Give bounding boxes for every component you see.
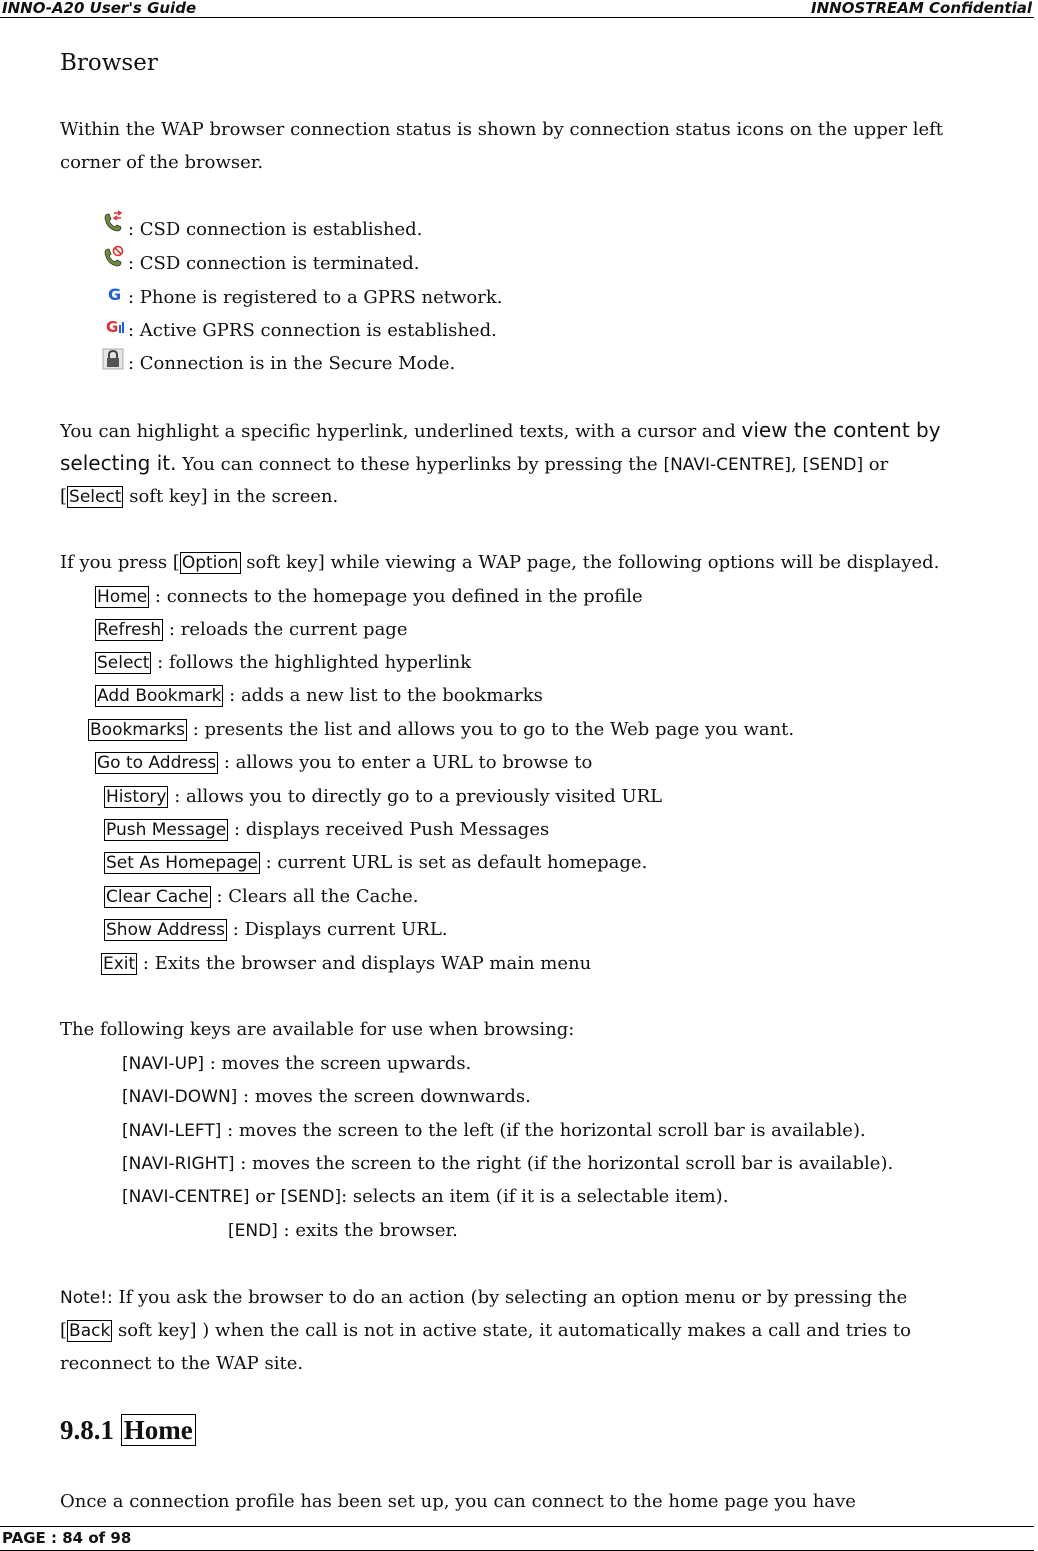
key-navi-down: [NAVI-DOWN] : moves the screen downwards. bbox=[122, 1086, 531, 1107]
gprs-active-icon bbox=[104, 316, 126, 338]
page-footer bbox=[0, 1526, 1034, 1551]
section-title: Browser bbox=[60, 50, 158, 76]
option-item-refresh: Refresh : reloads the current page bbox=[97, 619, 408, 640]
option-item-history: History : allows you to directly go to a previously visited URL bbox=[106, 786, 663, 807]
hyperlink-line-3: [ Select soft key] in the screen. bbox=[60, 486, 339, 507]
csd-terminated-icon bbox=[102, 245, 124, 267]
key-navi-centre: [NAVI-CENTRE] or [SEND]: selects an item (if it is a selectable item). bbox=[122, 1186, 729, 1207]
page-number: PAGE : 84 of 98 bbox=[2, 1529, 132, 1547]
note-line-1: Note!: If you ask the browser to do an action (by selecting an option menu or by pressing the bbox=[60, 1287, 908, 1308]
secure-lock-icon bbox=[102, 348, 124, 370]
header-left: INNO-A20 User's Guide bbox=[2, 0, 197, 17]
home-paragraph: Once a connection profile has been set up, you can connect to the home page you have bbox=[60, 1491, 856, 1512]
status-line-3: : Phone is registered to a GPRS network. bbox=[128, 287, 503, 308]
intro-line-2: corner of the browser. bbox=[60, 152, 264, 173]
option-item-home: Home : connects to the homepage you defined in the profile bbox=[97, 586, 643, 607]
hyperlink-line-2: selecting it. You can connect to these hyperlinks by pressing the [NAVI-CENTRE], [SEND] or bbox=[60, 451, 889, 475]
subsection-heading: 9.8.1 Home bbox=[60, 1412, 196, 1448]
gprs-registered-icon bbox=[104, 283, 126, 305]
back-softkey-label: Back bbox=[69, 1321, 111, 1341]
option-intro: If you press [ Option soft key] while viewing a WAP page, the following options will be displayed. bbox=[60, 552, 940, 573]
status-line-1: : CSD connection is established. bbox=[128, 219, 423, 240]
option-item-bookmarks: Bookmarks : presents the list and allows you to go to the Web page you want. bbox=[90, 719, 795, 740]
intro-line-1: Within the WAP browser connection status is shown by connection status icons on the upper left bbox=[60, 119, 944, 140]
option-item-set-as-homepage: Set As Homepage : current URL is set as default homepage. bbox=[106, 852, 648, 873]
option-item-select: Select : follows the highlighted hyperlink bbox=[97, 652, 472, 673]
select-softkey-label: Select bbox=[69, 487, 122, 507]
key-end: [END] : exits the browser. bbox=[228, 1220, 458, 1241]
keys-intro: The following keys are available for use when browsing: bbox=[60, 1019, 575, 1040]
option-item-push-message: Push Message : displays received Push Messages bbox=[106, 819, 550, 840]
note-line-3: reconnect to the WAP site. bbox=[60, 1353, 304, 1374]
note-line-2: [ Back soft key] ) when the call is not in active state, it automatically makes a call and tries to bbox=[60, 1320, 911, 1341]
option-item-clear-cache: Clear Cache : Clears all the Cache. bbox=[106, 886, 419, 907]
page-header bbox=[0, 0, 1034, 18]
svg-text:G: G bbox=[106, 318, 119, 336]
csd-connected-icon bbox=[102, 210, 124, 232]
status-line-4: : Active GPRS connection is established. bbox=[128, 320, 497, 341]
option-softkey-label: Option bbox=[181, 553, 239, 573]
option-item-add-bookmark: Add Bookmark : adds a new list to the bookmarks bbox=[97, 685, 543, 706]
status-line-2: : CSD connection is terminated. bbox=[128, 253, 420, 274]
option-item-go-to-address: Go to Address : allows you to enter a URL to browse to bbox=[97, 752, 593, 773]
option-item-show-address: Show Address : Displays current URL. bbox=[106, 919, 448, 940]
status-line-5: : Connection is in the Secure Mode. bbox=[128, 353, 456, 374]
key-navi-right: [NAVI-RIGHT] : moves the screen to the right (if the horizontal scroll bar is available). bbox=[122, 1153, 894, 1174]
header-right: INNOSTREAM Confidential bbox=[811, 0, 1032, 17]
key-navi-up: [NAVI-UP] : moves the screen upwards. bbox=[122, 1053, 472, 1074]
option-item-exit: Exit : Exits the browser and displays WAP main menu bbox=[103, 953, 592, 974]
key-navi-left: [NAVI-LEFT] : moves the screen to the left (if the horizontal scroll bar is available). bbox=[122, 1120, 866, 1141]
svg-text:G: G bbox=[108, 285, 122, 304]
hyperlink-line-1: You can highlight a specific hyperlink, underlined texts, with a cursor and view the content by bbox=[60, 418, 941, 442]
note-label: Note!: bbox=[60, 1288, 113, 1308]
